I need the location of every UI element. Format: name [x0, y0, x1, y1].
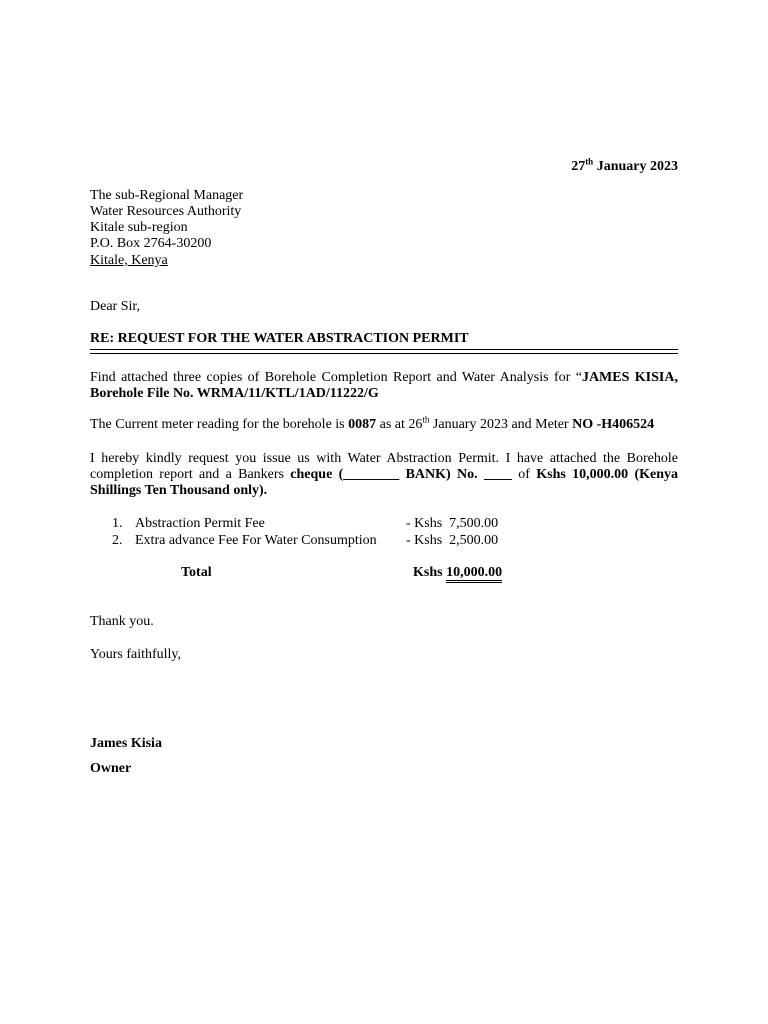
signatory-name: James Kisia	[90, 736, 162, 751]
borehole-file-number: Borehole File No. WRMA/11/KTL/1AD/11222/G	[90, 386, 379, 401]
fee-item-2-number: 2.	[112, 533, 123, 548]
amount-bold: Kshs 10,000.00 (Kenya	[536, 467, 679, 482]
paragraph-meter-reading	[90, 414, 655, 433]
total-currency: Kshs	[413, 565, 447, 580]
applicant-name: JAMES KISIA,	[581, 370, 678, 385]
date-month-year: January 2023	[596, 159, 678, 174]
para3-text: completion report and a Bankers	[90, 467, 291, 482]
address-line-1: The sub-Regional Manager	[90, 188, 244, 203]
total-amount-row	[413, 565, 502, 581]
para2-text2: as at 26	[376, 417, 423, 432]
letter-date	[568, 156, 678, 175]
fee-item-1-amount: - Kshs 7,500.00	[406, 516, 499, 531]
address-line-2: Water Resources Authority	[90, 204, 242, 219]
closing-line: Yours faithfully,	[90, 647, 182, 662]
cheque-details: cheque (________ BANK) No. ____	[290, 467, 512, 482]
para2-text1: The Current meter reading for the borehole is	[90, 417, 349, 432]
fee-item-2-amount: - Kshs 2,500.00	[406, 533, 499, 548]
para3-text2: of	[511, 467, 537, 482]
subject-rule	[90, 349, 678, 354]
meter-reading: 0087	[348, 417, 377, 432]
para2-text3: January 2023 and Meter	[429, 417, 573, 432]
signatory-title: Owner	[90, 761, 132, 776]
thanks-line: Thank you.	[90, 614, 154, 629]
fee-item-1-number: 1.	[112, 516, 123, 531]
para3-line1: I hereby kindly request you issue us with Water Abstraction Permit. I have attached the Borehole	[90, 451, 678, 466]
salutation: Dear Sir,	[90, 299, 140, 314]
amount-words: Shillings Ten Thousand only).	[90, 483, 268, 498]
fee-item-2-label: Extra advance Fee For Water Consumption	[135, 533, 377, 548]
meter-number: NO -H406524	[572, 417, 655, 432]
address-line-4: P.O. Box 2764-30200	[90, 236, 212, 251]
para2-sup: th	[422, 414, 430, 425]
subject-line: RE: REQUEST FOR THE WATER ABSTRACTION PERMIT	[90, 331, 469, 346]
total-amount: 10,000.00	[446, 565, 502, 583]
fee-item-1-label: Abstraction Permit Fee	[135, 516, 265, 531]
total-label: Total	[181, 565, 212, 580]
address-line-5: Kitale, Kenya	[90, 253, 168, 268]
address-line-3: Kitale sub-region	[90, 220, 188, 235]
date-suffix: th	[585, 156, 594, 167]
paragraph-request	[90, 451, 678, 499]
paragraph-attachments	[90, 370, 678, 402]
date-day: 27	[571, 159, 586, 174]
para1-text: Find attached three copies of Borehole Completion Report and Water Analysis for “	[90, 370, 582, 385]
